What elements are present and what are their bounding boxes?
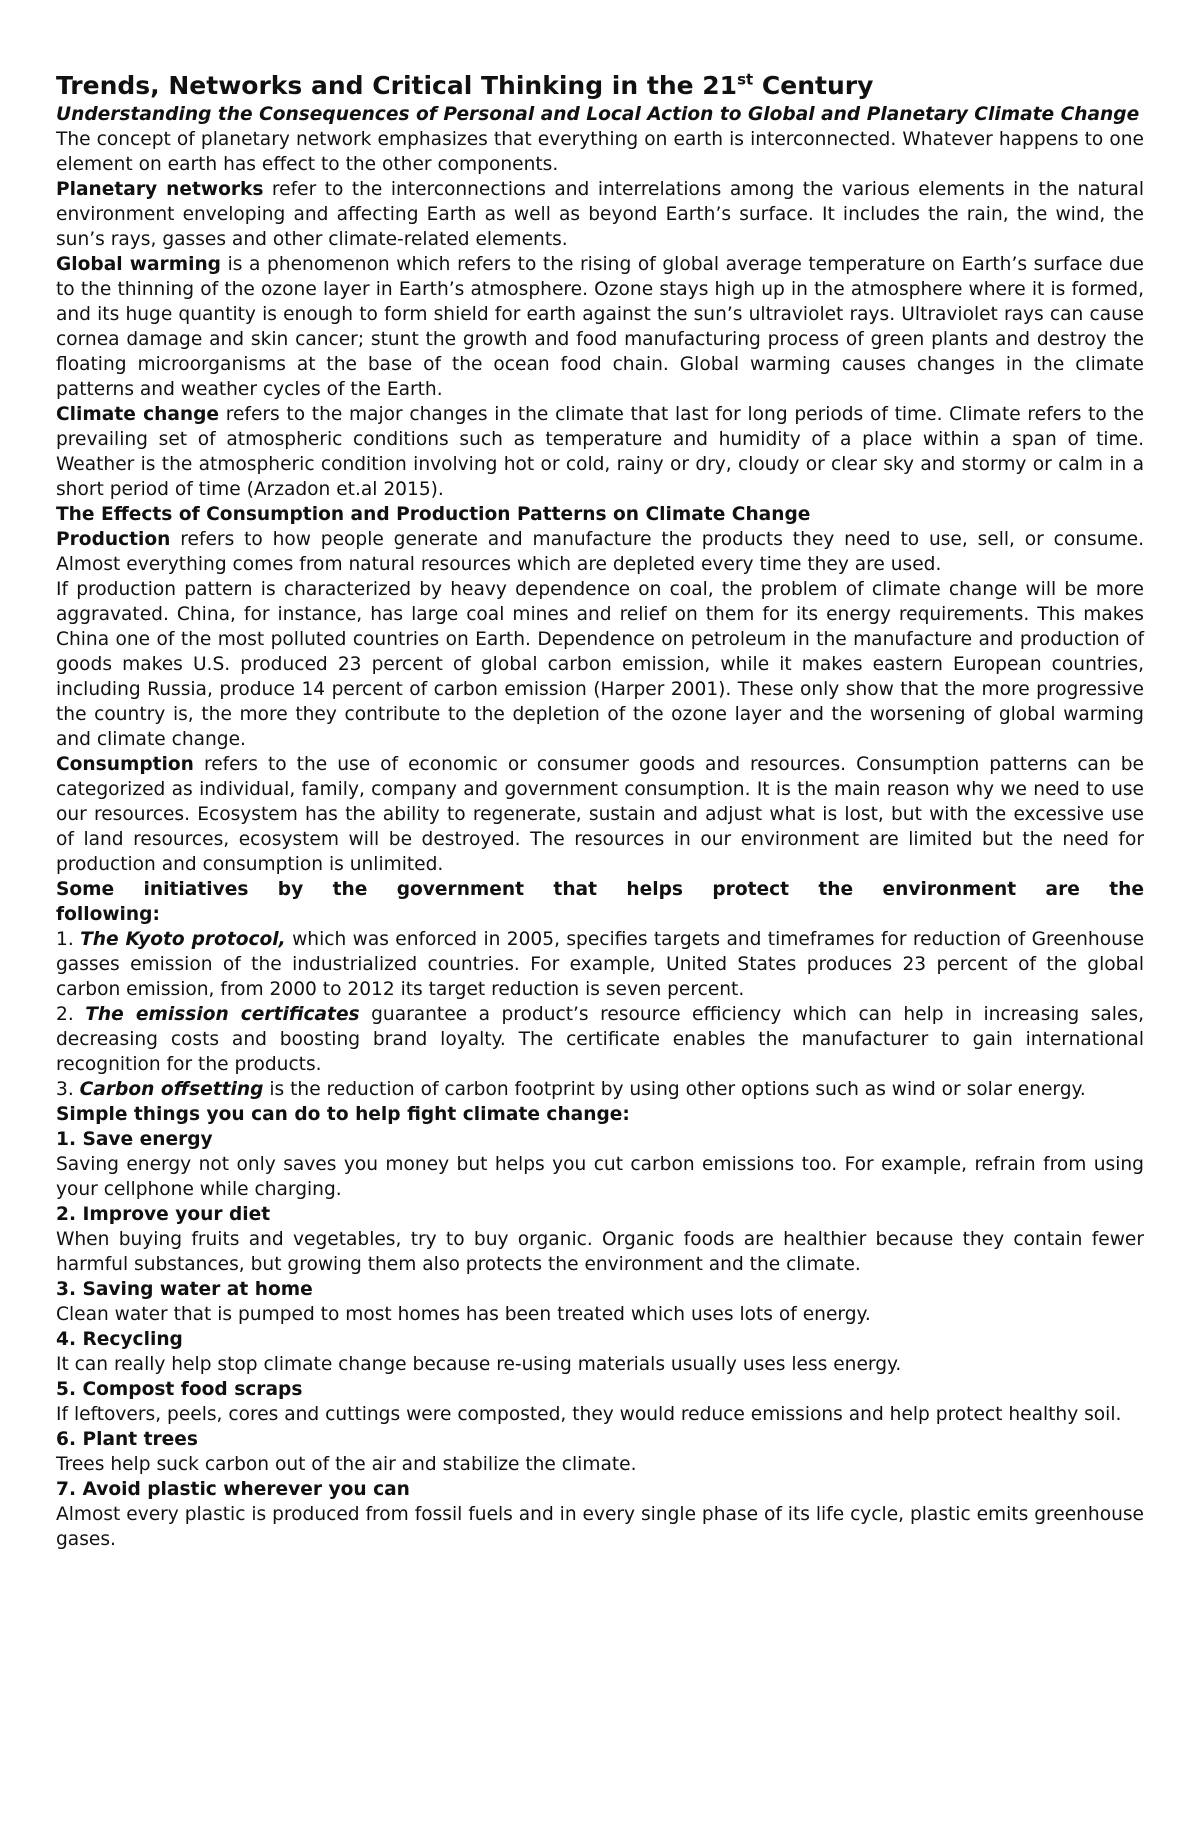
initiatives-heading-text-1: Some initiatives by the government that helps protect the environment are the xyxy=(56,879,1144,900)
tip-title-text: 6. Plant trees xyxy=(56,1429,198,1450)
term-consumption: Consumption xyxy=(56,754,194,775)
initiative-text: is the reduction of carbon footprint by using other options such as wind or solar energy. xyxy=(263,1079,1086,1100)
term-production: Production xyxy=(56,529,171,550)
tip-title-text: 7. Avoid plastic wherever you can xyxy=(56,1479,410,1500)
initiatives-heading-line1 xyxy=(56,877,1144,902)
tip-title xyxy=(56,1477,1144,1502)
title-superscript: st xyxy=(737,70,754,89)
initiative-text: guarantee a product’s resource efficiency which can help in increasing sales, decreasing costs and boosting brand loyalty. The certificate enables the manufacturer to gain international recognition for the products. xyxy=(56,1004,1144,1075)
tip-title-text: 5. Compost food scraps xyxy=(56,1379,303,1400)
tip-title xyxy=(56,1327,1144,1352)
tip-title xyxy=(56,1202,1144,1227)
climate-change-text: refers to the major changes in the climate that last for long periods of time. Climate refers to the prevailing set of atmospheric conditions such as temperature and humidity of a place within a span of time. Weather is the atmospheric condition involving hot or cold, rainy or dry, cloudy or clear sky and stormy or calm in a short period of time (Arzadon et.al 2015). xyxy=(56,404,1144,500)
tip-text: When buying fruits and vegetables, try to buy organic. Organic foods are healthier because they contain fewer harmful substances, but growing them also protects the environment and the climate. xyxy=(56,1229,1144,1275)
initiative-text: which was enforced in 2005, specifies targets and timeframes for reduction of Greenhouse gasses emission of the industrialized countries. For example, United States produces 23 percent of the global carbon emission, from 2000 to 2012 its target reduction is seven percent. xyxy=(56,929,1145,1000)
term-global-warming: Global warming xyxy=(56,254,221,275)
tip-text: Trees help suck carbon out of the air and stabilize the climate. xyxy=(56,1454,637,1475)
tip-title-text: 3. Saving water at home xyxy=(56,1279,313,1300)
tip-title xyxy=(56,1427,1144,1452)
document-subtitle: Understanding the Consequences of Personal and Local Action to Global and Planetary Climate Change xyxy=(56,104,1140,125)
tip-title xyxy=(56,1127,1144,1152)
simple-things-heading-text: Simple things you can do to help fight climate change: xyxy=(56,1104,630,1125)
initiative-number: 3. xyxy=(56,1079,80,1100)
climate-change-paragraph xyxy=(56,402,1144,502)
effects-heading xyxy=(56,502,1144,527)
production-paragraph xyxy=(56,527,1144,577)
production-detail-paragraph: If production pattern is characterized by heavy dependence on coal, the problem of climate change will be more aggravated. China, for instance, has large coal mines and relief on them for its energy requirements. This makes China one of the most polluted countries on Earth. Dependence on petroleum in the manufacture and production of goods makes U.S. produced 23 percent of global carbon emission, while it makes eastern European countries, including Russia, produce 14 percent of carbon emission (Harper 2001). These only show that the more progressive the country is, the more they contribute to the depletion of the ozone layer and the worsening of global warming and climate change. xyxy=(56,579,1144,750)
tip-text: Clean water that is pumped to most homes has been treated which uses lots of energy. xyxy=(56,1304,871,1325)
simple-things-heading xyxy=(56,1102,1144,1127)
term-planetary-networks: Planetary networks xyxy=(56,179,264,200)
production-text: refers to how people generate and manufacture the products they need to use, sell, or consume. Almost everything comes from natural resources which are depleted every time they are used. xyxy=(56,529,1144,575)
tip-text: It can really help stop climate change because re-using materials usually uses less energy. xyxy=(56,1354,902,1375)
title-end: Century xyxy=(753,71,874,100)
consumption-paragraph xyxy=(56,752,1144,877)
tip-title xyxy=(56,1277,1144,1302)
term-climate-change: Climate change xyxy=(56,404,220,425)
planetary-networks-paragraph xyxy=(56,177,1144,252)
initiative-item xyxy=(56,1002,1144,1077)
title-text: Trends, Networks and Critical Thinking in the 21 xyxy=(56,71,738,100)
initiative-item xyxy=(56,927,1144,1002)
initiatives-heading-text-2: following: xyxy=(56,904,160,925)
global-warming-text: is a phenomenon which refers to the rising of global average temperature on Earth’s surface due to the thinning of the ozone layer in Earth’s atmosphere. Ozone stays high up in the atmosphere where it is formed, and its huge quantity is enough to form shield for earth against the sun’s ultraviolet rays. Ultraviolet rays can cause cornea damage and skin cancer; stunt the growth and food manufacturing process of green plants and destroy the floating microorganisms at the base of the ocean food chain. Global warming causes changes in the climate patterns and weather cycles of the Earth. xyxy=(56,254,1145,400)
tip-text: Saving energy not only saves you money but helps you cut carbon emissions too. For example, refrain from using your cellphone while charging. xyxy=(56,1154,1144,1200)
document-title xyxy=(56,70,1144,102)
initiative-item xyxy=(56,1077,1144,1102)
tip-title-text: 1. Save energy xyxy=(56,1129,213,1150)
planetary-networks-text: refer to the interconnections and interrelations among the various elements in the natural environment enveloping and affecting Earth as well as beyond Earth’s surface. It includes the rain, the wind, the sun’s rays, gasses and other climate-related elements. xyxy=(56,179,1144,250)
initiative-term: The Kyoto protocol, xyxy=(80,929,286,950)
tip-title xyxy=(56,1377,1144,1402)
tip-title-text: 4. Recycling xyxy=(56,1329,183,1350)
initiative-term: The emission certificates xyxy=(85,1004,360,1025)
initiatives-heading-line2 xyxy=(56,902,1144,927)
effects-heading-text: The Effects of Consumption and Production Patterns on Climate Change xyxy=(56,504,811,525)
intro-paragraph: The concept of planetary network emphasizes that everything on earth is interconnected. Whatever happens to one element on earth has effect to the other components. xyxy=(56,129,1144,175)
global-warming-paragraph xyxy=(56,252,1144,402)
tip-text: Almost every plastic is produced from fossil fuels and in every single phase of its life cycle, plastic emits greenhouse gases. xyxy=(56,1504,1144,1550)
initiative-number: 2. xyxy=(56,1004,86,1025)
initiative-number: 1. xyxy=(56,929,81,950)
consumption-text: refers to the use of economic or consumer goods and resources. Consumption patterns can be categorized as individual, family, company and government consumption. It is the main reason why we need to use our resources. Ecosystem has the ability to regenerate, sustain and adjust what is lost, but with the excessive use of land resources, ecosystem will be destroyed. The resources in our environment are limited but the need for production and consumption is unlimited. xyxy=(56,754,1144,875)
tip-title-text: 2. Improve your diet xyxy=(56,1204,271,1225)
tip-text: If leftovers, peels, cores and cuttings were composted, they would reduce emissions and help protect healthy soil. xyxy=(56,1404,1122,1425)
initiative-term: Carbon offsetting xyxy=(79,1079,264,1100)
